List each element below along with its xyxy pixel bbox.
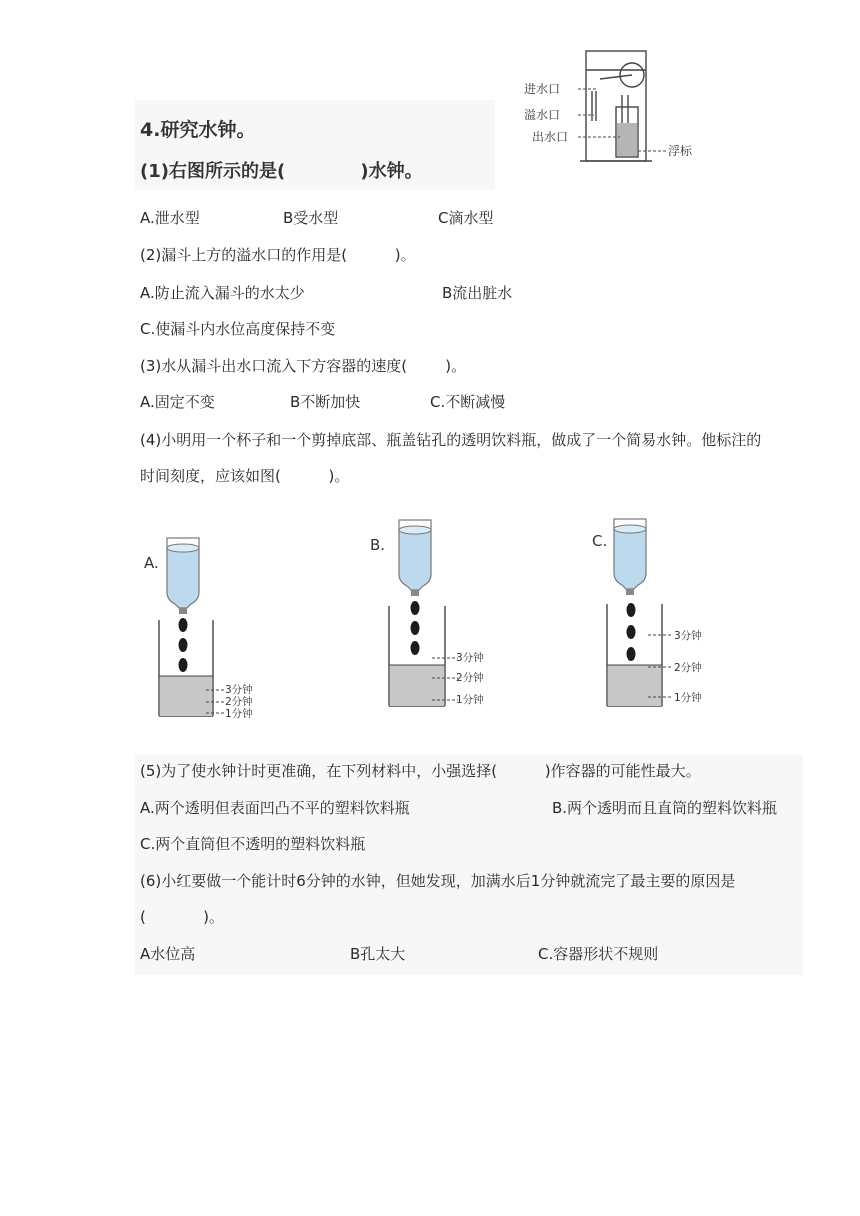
q2-option-c: C.使漏斗内水位高度保持不变 (140, 320, 336, 338)
q6-option-b: B孔太大 (350, 945, 406, 963)
clock-b-label: B. (370, 536, 386, 554)
clock-a-mark-1: 1分钟 (225, 708, 253, 720)
clock-b-mark-3: 3分钟 (456, 652, 484, 664)
q1-prompt: (1)右图所示的是( )水钟。 (140, 161, 423, 182)
q1-option-a: A.泄水型 (140, 209, 200, 227)
clock-c-mark-3: 3分钟 (674, 630, 702, 642)
q2-option-a: A.防止流入漏斗的水太少 (140, 284, 305, 302)
q4-prompt-line1: (4)小明用一个杯子和一个剪掉底部、瓶盖钻孔的透明饮料瓶，做成了一个简易水钟。他标注的 (140, 431, 762, 449)
clock-b-mark-2: 2分钟 (456, 672, 484, 684)
scan-band-lower (135, 755, 803, 975)
clock-c-mark-2: 2分钟 (674, 662, 702, 674)
label-inlet: 进水口 (524, 82, 561, 96)
q3-option-a: A.固定不变 (140, 393, 215, 411)
label-float: 浮标 (668, 144, 693, 158)
label-overflow: 溢水口 (524, 108, 561, 122)
clock-a-mark-3: 3分钟 (225, 684, 253, 696)
clock-c-label: C. (592, 532, 608, 550)
q5-option-c: C.两个直筒但不透明的塑料饮料瓶 (140, 835, 366, 853)
clock-c-mark-1: 1分钟 (674, 692, 702, 704)
clock-b (370, 520, 484, 706)
q3-option-c: C.不断减慢 (430, 393, 506, 411)
q5-prompt: (5)为了使水钟计时更准确，在下列材料中，小强选择( )作容器的可能性最大。 (140, 762, 701, 780)
clock-c (592, 519, 702, 706)
q6-option-c: C.容器形状不规则 (538, 945, 659, 963)
q5-option-b: B.两个透明而且直筒的塑料饮料瓶 (552, 799, 778, 817)
clock-a (144, 538, 253, 720)
question-title: 4.研究水钟。 (140, 119, 256, 141)
q6-prompt-line2: ( )。 (140, 908, 224, 926)
q6-prompt-line1: (6)小红要做一个能计时6分钟的水钟，但她发现，加满水后1分钟就流完了最主要的原因是 (140, 872, 736, 890)
clock-b-mark-1: 1分钟 (456, 694, 484, 706)
clock-a-mark-2: 2分钟 (225, 696, 253, 708)
q1-option-c: C滴水型 (438, 209, 494, 227)
q3-prompt: (3)水从漏斗出水口流入下方容器的速度( )。 (140, 357, 467, 375)
q2-prompt: (2)漏斗上方的溢水口的作用是( )。 (140, 246, 416, 264)
q3-option-b: B不断加快 (290, 393, 361, 411)
water-clock-options-figure (140, 510, 760, 740)
q1-option-b: B受水型 (283, 209, 339, 227)
label-outlet: 出水口 (532, 130, 569, 144)
q2-option-b: B流出脏水 (442, 284, 513, 302)
q5-option-a: A.两个透明但表面凹凸不平的塑料饮料瓶 (140, 799, 410, 817)
q6-option-a: A水位高 (140, 945, 196, 963)
q4-prompt-line2: 时间刻度，应该如图( )。 (140, 467, 350, 485)
clock-a-label: A. (144, 554, 159, 572)
water-clock-apparatus-diagram (520, 45, 720, 175)
